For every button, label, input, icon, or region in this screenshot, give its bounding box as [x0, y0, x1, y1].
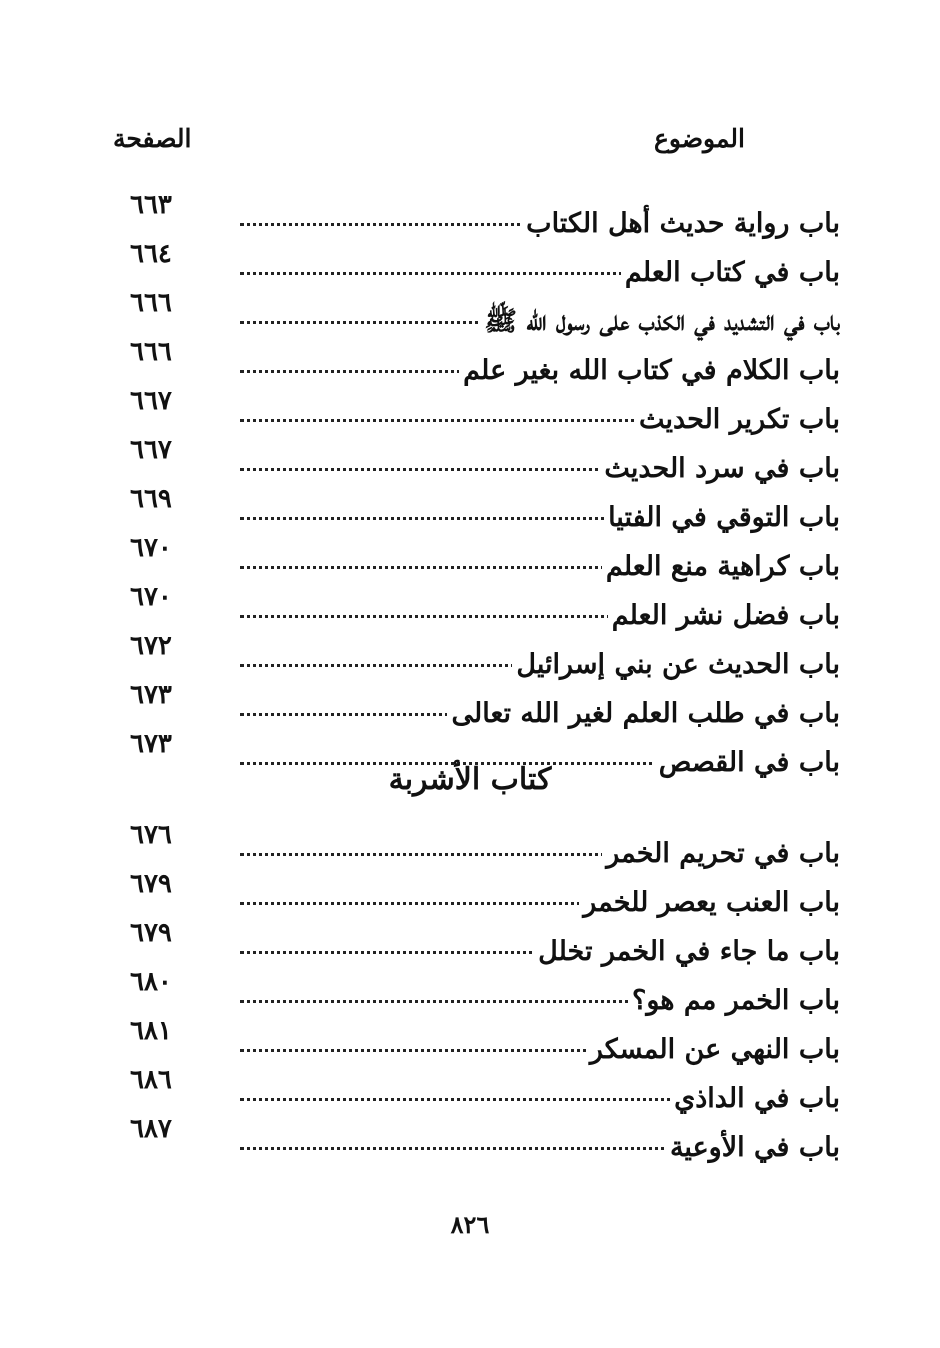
toc-entry: [130, 239, 840, 289]
toc-entry: [130, 680, 840, 730]
entry-title: باب التوقي في الفتيا: [604, 502, 840, 534]
entry-title: باب في كتاب العلم: [621, 257, 840, 289]
toc-entry: [130, 1065, 840, 1115]
page-column-header: الصفحة: [113, 124, 192, 153]
entry-title: باب في الأوعية: [666, 1132, 840, 1164]
section-heading: كتاب الأشربة: [388, 762, 552, 797]
entry-title: باب الكلام في كتاب الله بغير علم: [459, 355, 840, 387]
entry-title: باب في تحريم الخمر: [602, 838, 840, 870]
entry-page: ٦٧٦: [130, 820, 172, 850]
topic-column-header: الموضوع: [654, 124, 745, 153]
entry-title: باب في التشديد في الكذب على رسول الله ﷺ: [480, 306, 840, 338]
entry-page: ٦٦٧: [130, 386, 172, 416]
entry-page: ٦٧٠: [130, 533, 172, 563]
toc-entry: [130, 1114, 840, 1164]
entry-page: ٦٨٦: [130, 1065, 172, 1095]
entry-page: ٦٧٠: [130, 582, 172, 612]
entry-title: باب تكرير الحديث: [635, 404, 840, 436]
entry-page: ٦٨٠: [130, 967, 172, 997]
toc-entry: [130, 869, 840, 919]
toc-entry: [130, 386, 840, 436]
entry-title: باب في سرد الحديث: [600, 453, 840, 485]
toc-entry: [130, 288, 840, 338]
entry-page: ٦٧٩: [130, 918, 172, 948]
toc-entry: [130, 533, 840, 583]
toc-entry: [130, 337, 840, 387]
entry-page: ٦٦٧: [130, 435, 172, 465]
toc-entry: [130, 190, 840, 240]
entry-page: ٦٧٣: [130, 729, 172, 759]
toc-entry: [130, 967, 840, 1017]
toc-entry: [130, 918, 840, 968]
entry-page: ٦٧٣: [130, 680, 172, 710]
toc-entry: [130, 484, 840, 534]
entry-page: ٦٦٦: [130, 337, 172, 367]
entry-page: ٦٨٧: [130, 1114, 172, 1144]
toc-entry: [130, 631, 840, 681]
entry-title: باب الخمر مم هو؟: [628, 985, 840, 1017]
entry-title: باب كراهية منع العلم: [602, 551, 840, 583]
entry-title: باب في القصص: [655, 747, 840, 779]
entry-title: باب رواية حديث أهل الكتاب: [522, 208, 840, 240]
entry-page: ٦٦٩: [130, 484, 172, 514]
entry-title: باب في الداذي: [670, 1083, 840, 1115]
entry-page: ٦٨١: [130, 1016, 172, 1046]
entry-title: باب النهي عن المسكر: [586, 1034, 840, 1066]
toc-entry: [130, 1016, 840, 1066]
entry-title: باب العنب يعصر للخمر: [579, 887, 840, 919]
toc-entry: [130, 582, 840, 632]
entry-page: ٦٧٢: [130, 631, 172, 661]
entry-page: ٦٦٦: [130, 288, 172, 318]
entry-title: باب في طلب العلم لغير الله تعالى: [447, 698, 840, 730]
toc-entry: [130, 435, 840, 485]
entry-title: باب الحديث عن بني إسرائيل: [512, 649, 840, 681]
entry-title: باب ما جاء في الخمر تخلل: [534, 936, 840, 968]
entry-title: باب فضل نشر العلم: [608, 600, 840, 632]
toc-entry: [130, 820, 840, 870]
page-number: ٨٢٦: [450, 1210, 490, 1239]
entry-page: ٦٧٩: [130, 869, 172, 899]
entry-page: ٦٦٣: [130, 190, 172, 220]
entry-page: ٦٦٤: [130, 239, 172, 269]
